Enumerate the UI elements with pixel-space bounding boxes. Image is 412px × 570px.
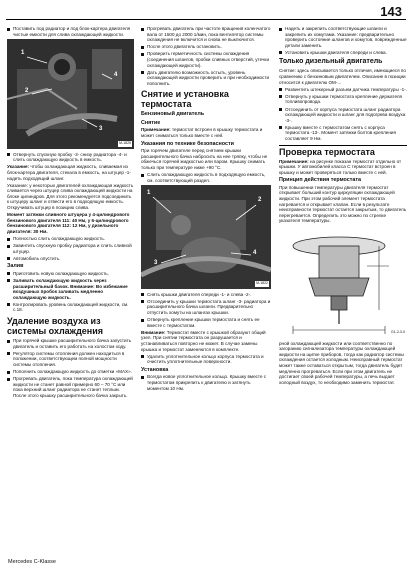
safety-text: При горячем двигателе перед снятием крышки расширительного бачка набросить на нее тряпку, чтобы не обжечься горячей жидкостью или паром. Крышку снимать только при температуре ниже +90 °С. — [141, 148, 268, 170]
warning-text: Термостат вместе с крышкой образуют общий узел. При снятии термостата он разрушается и устанавливаться повторно не может. В случае замены крышка и термостат заменяются в комплекте. — [141, 329, 266, 352]
photo-callout: 4 — [114, 71, 118, 78]
heading-check: Проверка термостата — [279, 145, 407, 157]
column-right — [279, 26, 407, 387]
after-figure-text: рной охлаждающей жидкости или соответственно по загоранию сигнализатора температуры охлаждающей жидкости на щитке приборов, тогда как радиатор системы охлаждения остается холодным. Неисправный термостат может также оставаться открытым, тогда двигатель будет медленно прогреваться. Если при этом двигатель не достигает своей рабочей температуры, а печь выдает холодный воздух, то необходимо заменить термостат. — [279, 340, 404, 385]
subheading-install: Установка — [141, 366, 169, 373]
note-text: термостат встроен в крышку термостата и может сниматься только вместе с ней. — [141, 127, 263, 139]
principle-text: При повышении температуры двигателя термостат открывает больший контур циркуляции охлаждающей жидкости. При этом рабочий элемент термостата нагревается и открывает клапан. Если в результате неисправности термостат остается закрытым, то двигатель перегревается. Определить это можно по стрелке указателя температуры. — [279, 184, 407, 224]
list-item: Контролировать уровень охлаждающей жидкости, см. с.18. — [7, 302, 134, 313]
note — [279, 159, 407, 176]
heading-remove-air: Удаление воздуха из системы охлаждения — [7, 316, 104, 337]
photo-callout: 2 — [258, 196, 262, 203]
thermostat-photo-illustration — [141, 185, 271, 289]
list-item: Прогревать двигатель, пока температура охлаждающей жидкости не станет равной примерно 60 – 70 °С или пока верхний шланг радиатора не станет теплым. После этого крышку расширительного бачка закрыть. — [7, 376, 134, 398]
thermostat-diagram — [279, 226, 407, 338]
subheading-principle: Принцип действия термостата — [279, 177, 362, 184]
column-middle — [141, 26, 271, 393]
list-item: Автомобиль опустить. — [7, 256, 134, 262]
footer-title: Mercedes C-Klasse — [8, 559, 56, 565]
list-item: Крышку вместе с термостатом снять с корпуса термостата -13-. Момент затяжки болтов крепления составляет 9 Нм. — [279, 125, 407, 142]
photo-code: M-1822 — [256, 281, 268, 286]
note-text: на рисунке показан термостат отдельно от крышки. У автомобилей класса С термостат встроен в крышку и может проверяться только вместе с ней. — [279, 158, 402, 175]
list-item: Пополнить охлаждающую жидкость до отметки «MAX». — [7, 369, 134, 375]
list-item: После этого двигатель остановить. — [141, 44, 271, 50]
diesel-intro: Снятие: здесь описывается только отличия, имеющиеся по сравнению с бензиновым двигателем. Описание в позиции относится к двигателю OM-... — [279, 68, 406, 85]
list-item: Установить крышки двигателя спереди и слева. — [279, 50, 407, 56]
figure-code: G1-2-3-0 — [390, 329, 405, 334]
list-item: Отсоединить у крышки термостата шланг -3- радиатора и расширительного бачка шланги. Предварительно отпустить хомуты на шлангах крышки. — [141, 299, 271, 316]
note-label: Примечание: — [279, 158, 309, 164]
subheading-snyatie: Снятие — [141, 119, 161, 126]
thermostat-diagram-drawing — [279, 226, 407, 338]
photo-code: M-1825 — [119, 141, 131, 146]
warning — [141, 330, 271, 352]
header-rule — [6, 19, 406, 20]
column-left — [7, 26, 134, 400]
list-item: Приготовить новую охлаждающую жидкость. — [7, 271, 134, 277]
list-item: Дать двигателю возможность остыть, уровень охлаждающей жидкости проверить и при необходимости пополнить. — [141, 70, 271, 87]
list-item: Надеть и закрепить соответствующие шланги и закрепить их хомутами. Указание: предварительно проверить состояние шлангов и хомутов, поврежденные детали заменить. — [279, 26, 407, 48]
list-item: Прогревать двигатель при частоте вращения коленчатого вала от 1500 до 2000 1/мин, пока вентилятор системы охлаждения не включится и снова не выключится. — [141, 26, 271, 43]
paragraph: Указание: у некоторых двигателей охлаждающая жидкость сливается через штуцер слива охлаждающей жидкости на блоке цилиндров. Для этого рекомендуется подсоединить к штуцеру шланг и отвести его в подходящую емкость. Откручивать штуцер в позицию слива. — [7, 182, 134, 211]
list-item: Развинтить штекерный разъем датчика температуры -1-. — [279, 87, 407, 93]
paragraph: Момент затяжки сливного штуцера у 4-цилиндрового бензинового двигателя 111: 40 Нм, у 6-цилиндрового бензинового двигателя 112: 12 Нм, у дизельного двигателя: 30 Нм. — [7, 212, 130, 234]
list-item: Удалить уплотнительное кольцо корпуса термостата и очистить уплотнительные поверхности. — [141, 354, 271, 365]
photo-callout: 1 — [21, 49, 25, 56]
list-item: Завинтить спускную пробку радиатора и слить сливной штуцер. — [7, 243, 134, 254]
note-text: чтобы охлаждающая жидкость, сливаемая из блок-картера двигателя, стекала в емкость, на штуцер -1- надеть подходящий шланг. — [7, 164, 131, 181]
photo-callout: 4 — [253, 249, 257, 256]
thermostat-photo — [141, 185, 271, 289]
list-item: Регулятор системы отопления должен находиться в положении, соответствующем полной мощности системы отопления. — [7, 351, 134, 368]
note — [141, 127, 271, 138]
list-item: Проверить герметичность системы охлаждения (соединения шлангов, пробки сливных отверстий, утечки охлаждающей жидкости). — [141, 51, 271, 68]
list-item: Отвернуть спускную пробку -3- снизу радиатора -4- и слить охлаждающую жидкость в емкость. — [7, 152, 134, 163]
radiator-photo — [7, 39, 134, 149]
list-item: Поставить под радиатор и под блок-картера двигателя чистые емкости для слива охлаждающей жидкости. — [7, 26, 134, 37]
note — [7, 164, 134, 181]
page-number: 143 — [380, 4, 402, 19]
list-item: Отвернуть крепление крышки термостата и снять ее вместе с термостатом. — [141, 317, 271, 328]
list-item: Полностью слить охлаждающую жидкость. — [7, 236, 134, 242]
note-label: Примечание: — [141, 127, 171, 133]
list-item: Слить охлаждающую жидкость в подходящую емкость, см. соответствующий раздел. — [141, 172, 271, 183]
photo-callout: 2 — [25, 87, 29, 94]
heading-diesel: Только дизельный двигатель — [279, 58, 383, 66]
photo-callout: 3 — [154, 259, 158, 266]
list-item: Отвернуть у крышки термостата крепление держателя топливопровода. — [279, 94, 407, 105]
warning-label: Внимание: — [141, 329, 166, 335]
photo-callout: 3 — [99, 125, 103, 132]
heading-remove-install: Снятие и установка термостата — [141, 89, 229, 110]
photo-callout: 1 — [147, 189, 151, 196]
subheading-benzin: Бензиновый двигатель — [141, 111, 205, 118]
list-item: Отсоединить от корпуса термостата шланг радиатора охлаждающей жидкости и шланг для подогрева воздуха -3-. — [279, 107, 407, 124]
subheading-zaliv: Залив — [7, 263, 24, 270]
list-item: Снять крышки двигателя спереди -1- и слева -2-. — [141, 292, 271, 298]
safety-heading: Указания по технике безопасности — [141, 140, 234, 147]
list-item: Заливать охлаждающую жидкость через расширительный бачок. Внимание: Во избежание воздушных пробок заливать медленно охлаждающую жидкость. — [7, 278, 134, 300]
note-label: Указание: — [7, 164, 30, 170]
list-item: При горячей крышке расширительного бачка запустить двигатель и оставить его работать на холостом ходу. — [7, 338, 134, 349]
list-item: Всегда новое уплотнительное кольцо. Крышку вместе с термостатом прикрепить к двигателю и затянуть моментом 10 Нм. — [141, 374, 271, 391]
